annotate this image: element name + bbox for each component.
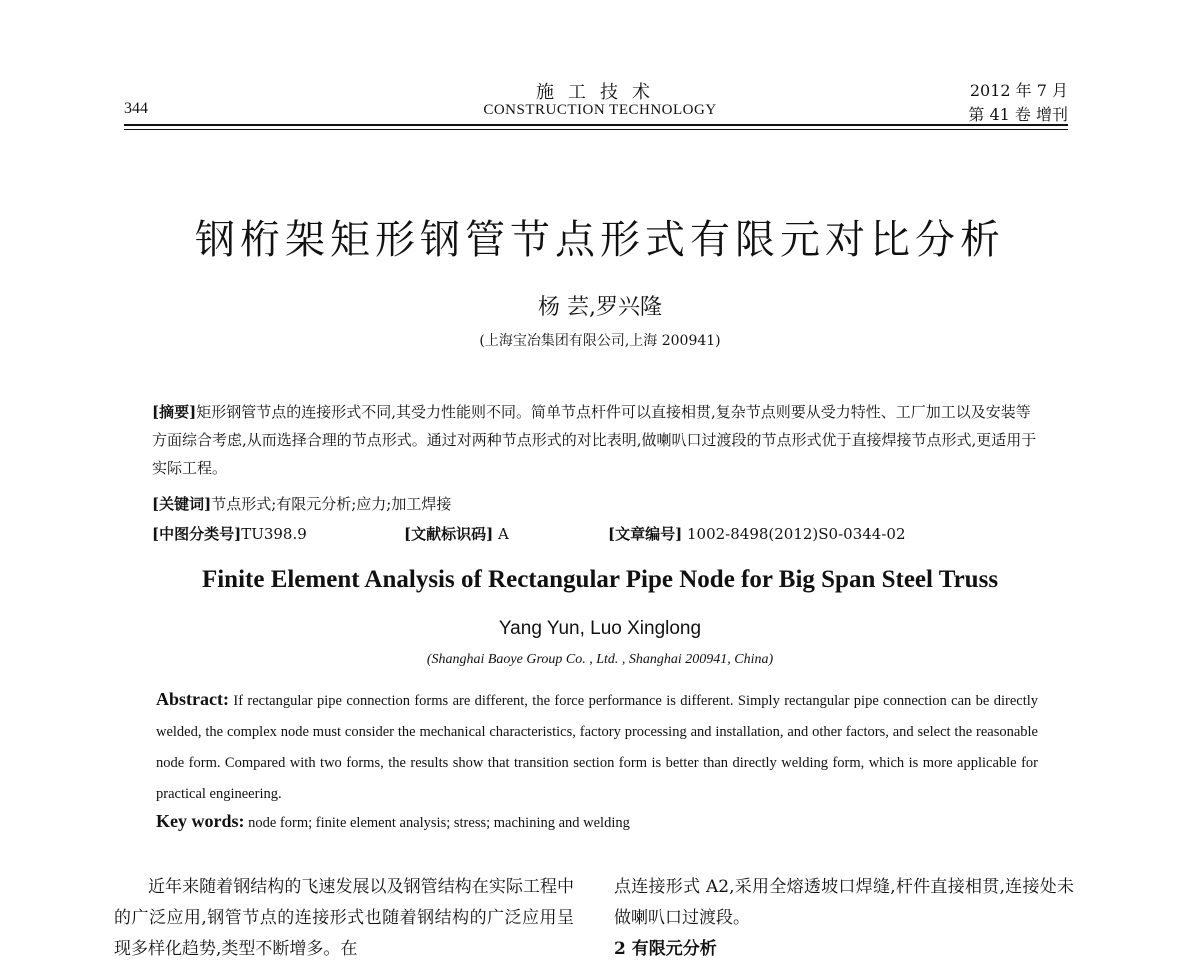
header-rule-thick bbox=[124, 124, 1068, 126]
document-code-value: A bbox=[497, 525, 509, 543]
article-number-value: 1002-8498(2012)S0-0344-02 bbox=[686, 525, 906, 543]
issue-date: 2012 年 7 月 bbox=[969, 81, 1068, 100]
abstract-en bbox=[156, 684, 1038, 810]
authors-en: Yang Yun, Luo Xinglong bbox=[498, 618, 702, 639]
article-number bbox=[608, 520, 906, 548]
keywords-zh-text: 节点形式;有限元分析;应力;加工焊接 bbox=[211, 495, 452, 513]
issue-volume: 第 41 卷 增刊 bbox=[968, 105, 1068, 124]
affiliation-en: (Shanghai Baoye Group Co. , Ltd. , Shanghai 200941, China) bbox=[426, 652, 774, 667]
body-column-left bbox=[114, 872, 574, 965]
section-heading: 2 有限元分析 bbox=[614, 939, 717, 959]
document-code bbox=[404, 520, 509, 548]
keywords-en-label: Key words: bbox=[156, 811, 245, 831]
article-number-label: [文章编号] bbox=[608, 525, 683, 543]
body-paragraph: 近年来随着钢结构的飞速发展以及钢管结构在实际工程中的广泛应用,钢管节点的连接形式也随着钢结构的广泛应用呈现多样化趋势,类型不断增多。在 bbox=[114, 877, 574, 959]
affiliation-zh: (上海宝冶集团有限公司,上海 200941) bbox=[479, 333, 721, 349]
journal-title-zh: 施工技术 bbox=[536, 82, 664, 103]
paper-title-en: Finite Element Analysis of Rectangular Pipe Node for Big Span Steel Truss bbox=[201, 566, 999, 593]
clc-label: [中图分类号] bbox=[152, 525, 242, 543]
clc-value: TU398.9 bbox=[241, 525, 307, 543]
keywords-en bbox=[156, 806, 1038, 839]
page-number: 344 bbox=[124, 100, 148, 117]
abstract-zh-text: 矩形钢管节点的连接形式不同,其受力性能则不同。简单节点杆件可以直接相贯,复杂节点则要从受力特性、工厂加工以及安装等方面综合考虑,从而选择合理的节点形式。通过对两种节点形式的对比表明,做喇叭口过渡段的节点形式优于直接焊接节点形式,更适用于实际工程。 bbox=[152, 403, 1037, 477]
journal-title-en: CONSTRUCTION TECHNOLOGY bbox=[483, 102, 717, 118]
keywords-zh bbox=[152, 490, 1038, 518]
abstract-en-text: If rectangular pipe connection forms are different, the force performance is different. Simply rectangular pipe connection can be directly welded, the complex node must consider the mechanical characteristics, factory processing and installation, and other factors, and select the reasonable node form. Compared with two forms, the results show that transition section form is better than directly welding form, which is more applicable for practical engineering. bbox=[156, 693, 1039, 802]
abstract-zh-label: [摘要] bbox=[152, 403, 197, 421]
paper-title-zh: 钢桁架矩形钢管节点形式有限元对比分析 bbox=[195, 217, 1005, 263]
abstract-en-label: Abstract: bbox=[156, 689, 229, 709]
body-paragraph: 点连接形式 A2,采用全熔透坡口焊缝,杆件直接相贯,连接处未做喇叭口过渡段。 bbox=[614, 877, 1074, 928]
keywords-zh-label: [关键词] bbox=[152, 495, 212, 513]
header-rule-thin bbox=[124, 129, 1068, 130]
document-code-label: [文献标识码] bbox=[404, 525, 494, 543]
keywords-en-text: node form; finite element analysis; stress; machining and welding bbox=[248, 815, 630, 831]
body-column-right bbox=[614, 872, 1074, 965]
authors-zh: 杨 芸,罗兴隆 bbox=[538, 295, 662, 320]
clc-number bbox=[152, 520, 307, 548]
abstract-zh bbox=[152, 398, 1038, 482]
